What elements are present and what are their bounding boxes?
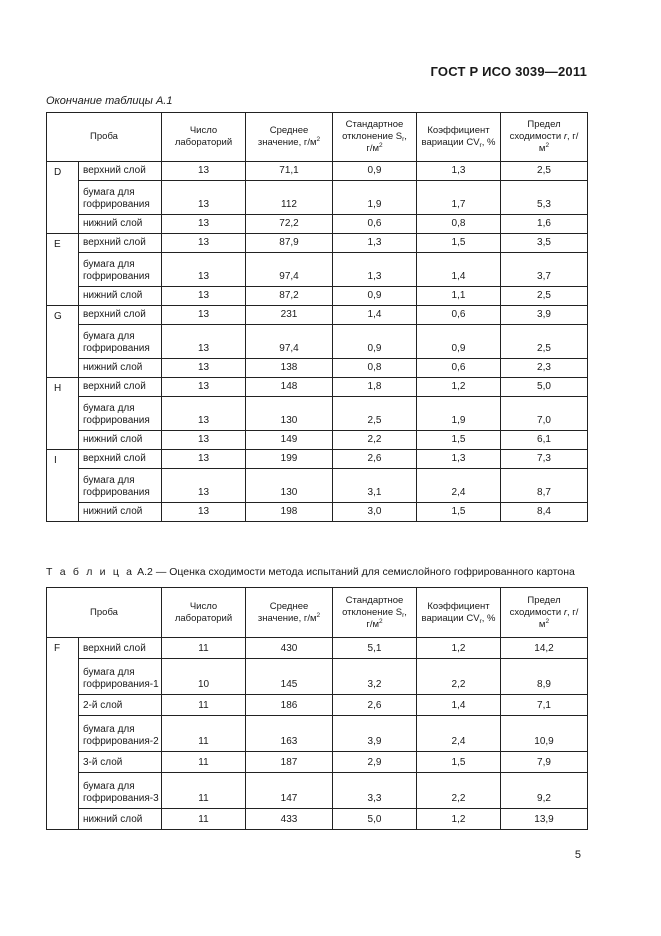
cell-cv: 1,3 (417, 162, 501, 181)
cell-labs: 13 (162, 162, 246, 181)
cell-mean: 130 (246, 397, 333, 431)
cell-std-dev: 0,9 (333, 162, 417, 181)
page-number: 5 (574, 849, 581, 861)
cell-labs: 13 (162, 287, 246, 306)
cell-labs: 13 (162, 215, 246, 234)
cell-labs: 11 (162, 752, 246, 773)
cell-mean: 433 (246, 809, 333, 830)
table-row (47, 234, 588, 253)
cell-std-dev: 1,8 (333, 378, 417, 397)
cell-limit: 8,7 (501, 469, 588, 503)
cell-cv: 1,1 (417, 287, 501, 306)
cell-cv: 2,4 (417, 469, 501, 503)
cell-layer: бумага для гофрирования (79, 253, 162, 287)
cell-mean: 199 (246, 450, 333, 469)
table-row (47, 809, 588, 830)
cell-cv: 1,4 (417, 253, 501, 287)
cell-labs: 13 (162, 378, 246, 397)
table-row (47, 431, 588, 450)
table-header-row (47, 588, 588, 638)
table-a2-caption: Т а б л и ц а А.2 — Оценка сходимости метода испытаний для семислойного гофрированного картона (46, 566, 575, 578)
sample-group-label: F (47, 638, 79, 830)
header-std-dev: Стандартное отклонение $S_r$, $г/м^2$ (333, 588, 417, 638)
table-row (47, 397, 588, 431)
cell-std-dev: 3,1 (333, 469, 417, 503)
cell-layer: бумага для гофрирования (79, 325, 162, 359)
document-standard-number: ГОСТ Р ИСО 3039—2011 (430, 64, 587, 79)
cell-cv: 0,6 (417, 306, 501, 325)
cell-labs: 13 (162, 469, 246, 503)
cell-std-dev: 1,3 (333, 234, 417, 253)
cell-cv: 1,2 (417, 638, 501, 659)
cell-layer: бумага для гофрирования-2 (79, 716, 162, 752)
cell-layer: 3-й слой (79, 752, 162, 773)
cell-labs: 13 (162, 450, 246, 469)
cell-std-dev: 0,6 (333, 215, 417, 234)
table-row (47, 325, 588, 359)
cell-layer: нижний слой (79, 359, 162, 378)
table-row (47, 659, 588, 695)
cell-layer: верхний слой (79, 450, 162, 469)
cell-layer: бумага для гофрирования (79, 181, 162, 215)
cell-labs: 11 (162, 716, 246, 752)
cell-limit: 3,7 (501, 253, 588, 287)
cell-limit: 2,3 (501, 359, 588, 378)
cell-layer: нижний слой (79, 809, 162, 830)
sample-group-label: H (47, 378, 79, 450)
cell-mean: 430 (246, 638, 333, 659)
cell-limit: 3,9 (501, 306, 588, 325)
cell-limit: 7,3 (501, 450, 588, 469)
cell-cv: 2,4 (417, 716, 501, 752)
cell-limit: 6,1 (501, 431, 588, 450)
cell-mean: 97,4 (246, 253, 333, 287)
cell-mean: 87,2 (246, 287, 333, 306)
header-std-dev: Стандартное отклонение $S_r$, $г/м^2$ (333, 113, 417, 162)
table-row (47, 450, 588, 469)
table-row (47, 503, 588, 522)
cell-layer: нижний слой (79, 431, 162, 450)
cell-labs: 13 (162, 503, 246, 522)
header-mean: Среднее значение, $г/м^2$ (246, 588, 333, 638)
cell-cv: 1,5 (417, 752, 501, 773)
table-row (47, 773, 588, 809)
cell-labs: 11 (162, 809, 246, 830)
cell-mean: 163 (246, 716, 333, 752)
cell-cv: 1,5 (417, 431, 501, 450)
cell-layer: 2-й слой (79, 695, 162, 716)
cell-mean: 187 (246, 752, 333, 773)
cell-mean: 138 (246, 359, 333, 378)
cell-cv: 1,9 (417, 397, 501, 431)
cell-mean: 145 (246, 659, 333, 695)
cell-limit: 9,2 (501, 773, 588, 809)
cell-layer: верхний слой (79, 378, 162, 397)
table-header-row (47, 113, 588, 162)
cell-std-dev: 1,4 (333, 306, 417, 325)
cell-cv: 0,9 (417, 325, 501, 359)
cell-std-dev: 0,8 (333, 359, 417, 378)
table-row (47, 638, 588, 659)
cell-mean: 130 (246, 469, 333, 503)
cell-mean: 71,1 (246, 162, 333, 181)
table-row (47, 215, 588, 234)
cell-labs: 11 (162, 638, 246, 659)
cell-mean: 112 (246, 181, 333, 215)
table-row (47, 752, 588, 773)
table-a2 (46, 587, 588, 830)
cell-mean: 186 (246, 695, 333, 716)
cell-cv: 1,4 (417, 695, 501, 716)
cell-layer: верхний слой (79, 234, 162, 253)
header-cv: Коэффициент вариации $CV_r$, % (417, 113, 501, 162)
cell-labs: 13 (162, 431, 246, 450)
cell-cv: 0,6 (417, 359, 501, 378)
cell-labs: 13 (162, 253, 246, 287)
cell-std-dev: 3,2 (333, 659, 417, 695)
cell-cv: 2,2 (417, 659, 501, 695)
cell-layer: бумага для гофрирования-1 (79, 659, 162, 695)
cell-limit: 2,5 (501, 162, 588, 181)
table-row (47, 695, 588, 716)
cell-std-dev: 3,3 (333, 773, 417, 809)
cell-mean: 87,9 (246, 234, 333, 253)
cell-labs: 13 (162, 325, 246, 359)
cell-limit: 13,9 (501, 809, 588, 830)
cell-cv: 1,5 (417, 503, 501, 522)
cell-std-dev: 2,9 (333, 752, 417, 773)
cell-limit: 8,9 (501, 659, 588, 695)
cell-mean: 149 (246, 431, 333, 450)
cell-labs: 11 (162, 695, 246, 716)
cell-std-dev: 2,5 (333, 397, 417, 431)
cell-mean: 231 (246, 306, 333, 325)
cell-limit: 10,9 (501, 716, 588, 752)
table-row (47, 306, 588, 325)
cell-layer: верхний слой (79, 638, 162, 659)
cell-limit: 8,4 (501, 503, 588, 522)
cell-mean: 72,2 (246, 215, 333, 234)
table-row (47, 253, 588, 287)
table-row (47, 287, 588, 306)
header-sample: Проба (47, 113, 162, 162)
cell-cv: 1,5 (417, 234, 501, 253)
cell-cv: 2,2 (417, 773, 501, 809)
table-row (47, 162, 588, 181)
cell-cv: 0,8 (417, 215, 501, 234)
cell-std-dev: 0,9 (333, 287, 417, 306)
header-cv: Коэффициент вариации $CV_r$, % (417, 588, 501, 638)
cell-layer: бумага для гофрирования-3 (79, 773, 162, 809)
cell-layer: бумага для гофрирования (79, 397, 162, 431)
cell-std-dev: 1,3 (333, 253, 417, 287)
cell-limit: 7,9 (501, 752, 588, 773)
cell-std-dev: 2,2 (333, 431, 417, 450)
cell-layer: бумага для гофрирования (79, 469, 162, 503)
header-limit: Предел сходимости r, $г/м^2$ (501, 588, 588, 638)
sample-group-label: D (47, 162, 79, 234)
table-row (47, 378, 588, 397)
cell-labs: 11 (162, 773, 246, 809)
cell-labs: 13 (162, 306, 246, 325)
cell-std-dev: 0,9 (333, 325, 417, 359)
cell-labs: 10 (162, 659, 246, 695)
cell-mean: 148 (246, 378, 333, 397)
cell-cv: 1,7 (417, 181, 501, 215)
cell-limit: 14,2 (501, 638, 588, 659)
header-mean: Среднее значение, $г/м^2$ (246, 113, 333, 162)
cell-labs: 13 (162, 359, 246, 378)
sample-group-label: I (47, 450, 79, 522)
cell-limit: 1,6 (501, 215, 588, 234)
cell-layer: верхний слой (79, 162, 162, 181)
cell-limit: 2,5 (501, 325, 588, 359)
cell-limit: 7,1 (501, 695, 588, 716)
cell-layer: нижний слой (79, 215, 162, 234)
cell-cv: 1,2 (417, 809, 501, 830)
header-sample: Проба (47, 588, 162, 638)
cell-mean: 97,4 (246, 325, 333, 359)
cell-limit: 2,5 (501, 287, 588, 306)
header-labs: Число лабораторий (162, 588, 246, 638)
cell-mean: 198 (246, 503, 333, 522)
cell-limit: 5,3 (501, 181, 588, 215)
cell-std-dev: 2,6 (333, 450, 417, 469)
cell-std-dev: 2,6 (333, 695, 417, 716)
cell-labs: 13 (162, 234, 246, 253)
cell-mean: 147 (246, 773, 333, 809)
sample-group-label: G (47, 306, 79, 378)
cell-limit: 5,0 (501, 378, 588, 397)
header-limit: Предел сходимости r, $г/м^2$ (501, 113, 588, 162)
cell-limit: 7,0 (501, 397, 588, 431)
cell-layer: нижний слой (79, 287, 162, 306)
cell-cv: 1,3 (417, 450, 501, 469)
cell-limit: 3,5 (501, 234, 588, 253)
cell-std-dev: 5,0 (333, 809, 417, 830)
sample-group-label: E (47, 234, 79, 306)
cell-cv: 1,2 (417, 378, 501, 397)
table-a1-continuation (46, 112, 588, 522)
table-row (47, 181, 588, 215)
cell-labs: 13 (162, 181, 246, 215)
table-row (47, 469, 588, 503)
table-continuation-caption: Окончание таблицы А.1 (46, 95, 173, 107)
cell-labs: 13 (162, 397, 246, 431)
cell-layer: нижний слой (79, 503, 162, 522)
cell-std-dev: 3,9 (333, 716, 417, 752)
header-labs: Число лабораторий (162, 113, 246, 162)
table-row (47, 716, 588, 752)
cell-std-dev: 1,9 (333, 181, 417, 215)
table-row (47, 359, 588, 378)
cell-layer: верхний слой (79, 306, 162, 325)
cell-std-dev: 3,0 (333, 503, 417, 522)
cell-std-dev: 5,1 (333, 638, 417, 659)
